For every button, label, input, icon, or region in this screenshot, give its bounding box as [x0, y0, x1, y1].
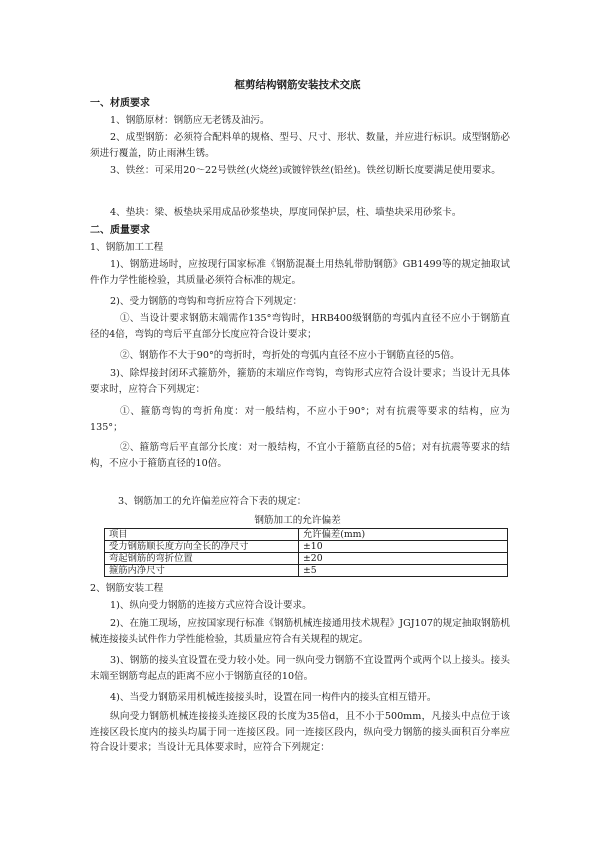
table-cell: 箍筋内净尺寸 — [105, 565, 299, 577]
document-title: 框剪结构钢筋安装技术交底 — [234, 79, 361, 91]
table-cell: ±10 — [299, 541, 508, 553]
paragraph-tolerance-intro: 3、钢筋加工的允许偏差应符合下表的规定： — [118, 496, 307, 507]
table-header-cell: 允许偏差(mm) — [299, 529, 508, 541]
paragraph-formed-rebar: 2、成型钢筋：必须符合配料单的规格、型号、尺寸、形状、数量，并应进行标识。成型钢筋必须进行覆盖，防止雨淋生锈。 — [90, 132, 510, 159]
table-header-row — [105, 529, 508, 541]
table-header-cell: 项目 — [105, 529, 299, 541]
table-row — [105, 565, 508, 577]
table-cell: 受力钢筋顺长度方向全长的净尺寸 — [105, 541, 299, 553]
subheading-processing: 1、钢筋加工工程 — [90, 242, 164, 253]
paragraph-joint-location: 3)、钢筋的接头宜设置在受力较小处。同一纵向受力钢筋不宜设置两个或两个以上接头。接头末端至钢筋弯起点的距离不应小于钢筋直径的10倍。 — [90, 655, 510, 682]
paragraph-joint-stagger: 4)、当受力钢筋采用机械连接接头时，设置在同一构件内的接头宜相互错开。 — [110, 692, 437, 703]
paragraph-hook-rules: 2)、受力钢筋的弯钩和弯折应符合下列规定： — [110, 296, 303, 307]
paragraph-stirrup-length: ②、箍筋弯后平直部分长度：对一般结构，不宜小于箍筋直径的5倍；对有抗震等要求的结构，不应小于箍筋直径的10倍。 — [90, 442, 510, 469]
paragraph-stirrup-angle: ①、箍筋弯钩的弯折角度：对一般结构，不应小于90°；对有抗震等要求的结构，应为135°； — [90, 406, 510, 433]
paragraph-rebar-raw: 1、钢筋原材：钢筋应无老锈及油污。 — [110, 115, 270, 126]
table-cell: ±20 — [299, 553, 508, 565]
section-heading-materials: 一、材质要求 — [90, 98, 150, 109]
paragraph-connection-method: 1)、纵向受力钢筋的连接方式应符合设计要求。 — [110, 600, 312, 611]
section-heading-quality: 二、质量要求 — [90, 225, 150, 236]
table-cell: ±5 — [299, 565, 508, 577]
paragraph-mechanical-test: 2)、在施工现场，应按国家现行标准《钢筋机械连接通用技术规程》JGJ107的规定抽取钢筋机械连接接头试件作力学性能检验，其质量应符合有关规程的规定。 — [90, 618, 510, 645]
paragraph-stirrup-hooks: 3)、除焊接封闭环式箍筋外，箍筋的末端应作弯钩，弯钩形式应符合设计要求；当设计无具体要求时，应符合下列规定： — [90, 368, 510, 395]
paragraph-hook-135: ①、当设计要求钢筋末端需作135°弯钩时，HRB400级钢筋的弯弧内直径不应小于钢筋直径的4倍，弯钩的弯后平直部分长度应符合设计要求； — [90, 313, 510, 340]
paragraph-entry-inspection: 1)、钢筋进场时，应按现行国家标准《钢筋混凝土用热轧带肋钢筋》GB1499等的规定抽取试件作力学性能检验，其质量必须符合标准的规定。 — [90, 259, 510, 286]
table-row — [105, 541, 508, 553]
paragraph-wire: 3、铁丝：可采用20～22号铁丝(火烧丝)或镀锌铁丝(铅丝)。铁丝切断长度要满足使用要求。 — [110, 165, 501, 176]
paragraph-bend-90: ②、钢筋作不大于90°的弯折时，弯折处的弯弧内直径不应小于钢筋直径的5倍。 — [120, 350, 460, 361]
subheading-installation: 2、钢筋安装工程 — [90, 583, 164, 594]
table-caption: 钢筋加工的允许偏差 — [254, 515, 341, 526]
tolerance-table — [104, 528, 508, 577]
table-row — [105, 553, 508, 565]
table-cell: 弯起钢筋的弯折位置 — [105, 553, 299, 565]
paragraph-joint-zone: 纵向受力钢筋机械连接接头连接区段的长度为35倍d，且不小于500mm，凡接头中点位于该连接区段长度内的接头均属于同一连接区段。同一连接区段内，纵向受力钢筋的接头面积百分率应符合设计要求；当设计无具体要求时，应符合下列规定： — [90, 711, 510, 753]
paragraph-spacer: 4、垫块：梁、板垫块采用成品砂浆垫块，厚度同保护层，柱、墙垫块采用砂浆卡。 — [110, 207, 462, 218]
